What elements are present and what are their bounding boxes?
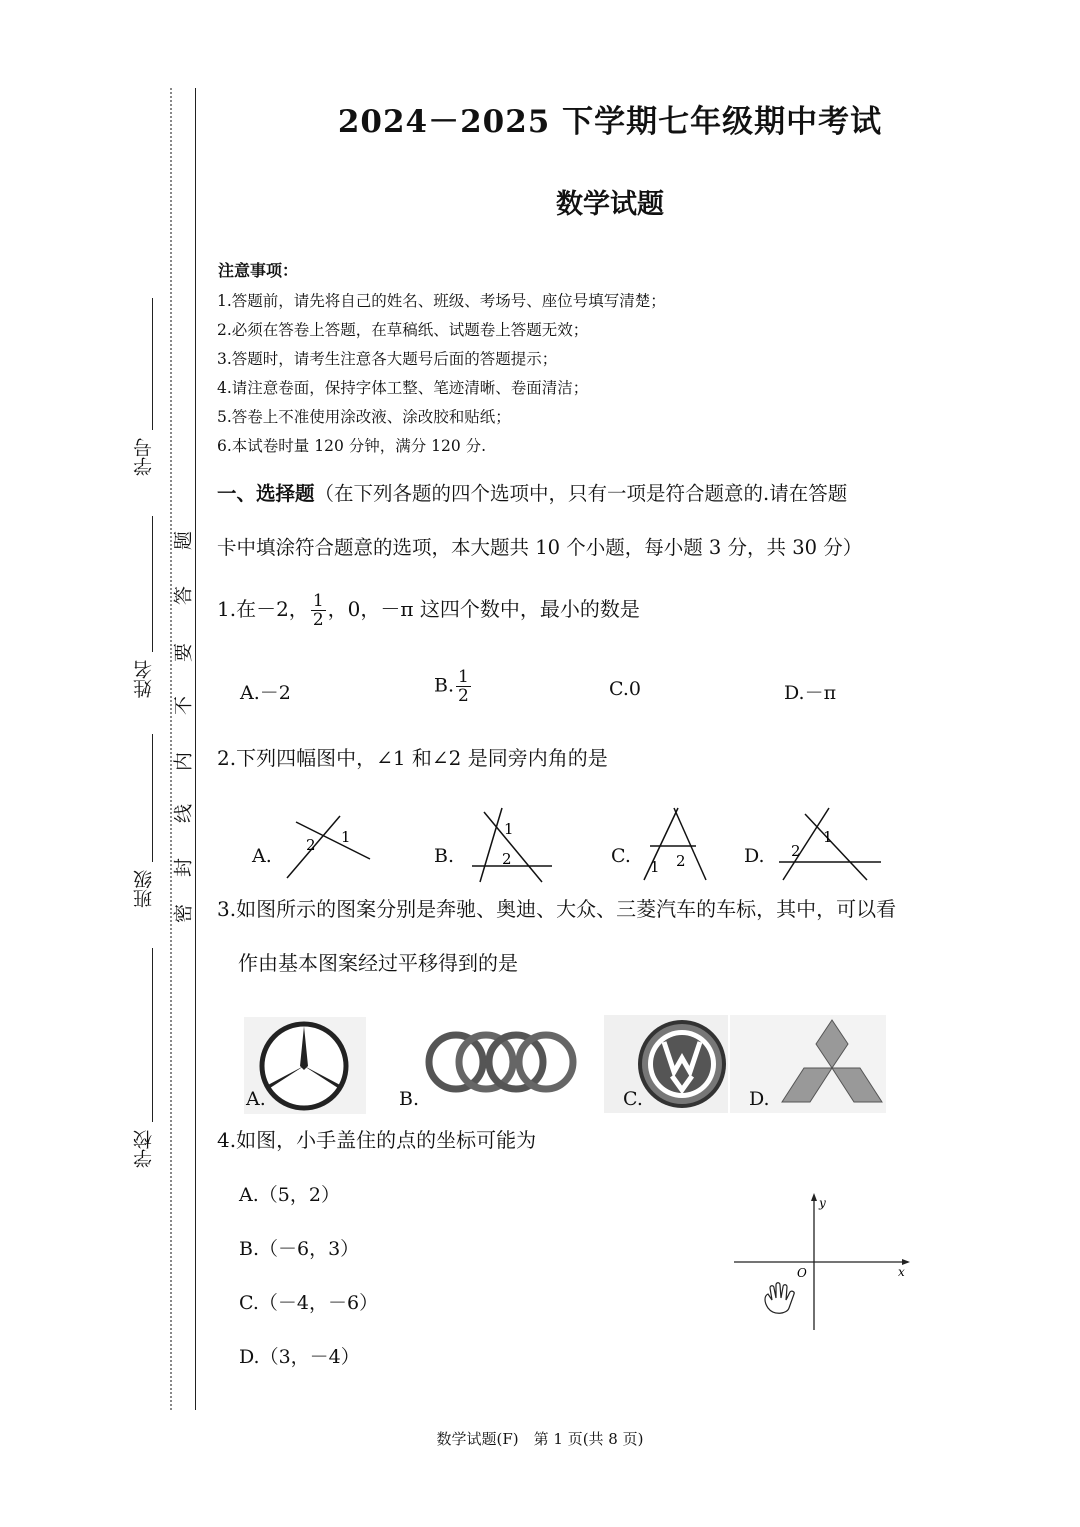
- class-label: 班级: [133, 870, 155, 908]
- q1-option-d[interactable]: D.－π: [784, 682, 837, 704]
- note-item: 1.答题前，请先将自己的姓名、班级、考场号、座位号填写清楚；: [217, 292, 666, 310]
- angle-label: 1: [504, 820, 514, 838]
- note-item: 2.必须在答卷上答题，在草稿纸、试题卷上答题无效；: [217, 321, 589, 339]
- q1-option-c[interactable]: C.0: [609, 678, 641, 700]
- q2-figure-a: [282, 812, 377, 882]
- q2-option-c[interactable]: C.: [611, 845, 631, 867]
- coordinate-plane: [730, 1190, 920, 1335]
- angle-label: 2: [306, 836, 316, 854]
- fraction-numerator: 1: [458, 667, 469, 687]
- class-field[interactable]: [152, 734, 153, 862]
- student-id-label: 学号: [133, 438, 155, 476]
- q3-option-d[interactable]: D.: [749, 1088, 770, 1110]
- mercedes-logo-icon: [256, 1018, 352, 1114]
- q1-option-b-prefix: B.: [434, 674, 455, 697]
- angle-label: 2: [502, 850, 512, 868]
- q2-figure-b: [460, 806, 555, 888]
- question-2: 2.下列四幅图中，∠1 和∠2 是同旁内角的是: [217, 746, 608, 770]
- seal-char: 题: [172, 531, 195, 551]
- seal-char: 密: [172, 904, 195, 924]
- school-label: 学校: [133, 1130, 155, 1168]
- seal-char: 要: [172, 643, 195, 663]
- angle-label: 1: [650, 858, 660, 876]
- exam-title: 2024－2025 下学期七年级期中考试: [337, 104, 883, 140]
- q3-option-a[interactable]: A.: [246, 1088, 266, 1110]
- hand-icon: [765, 1283, 794, 1314]
- q2-figure-c: [636, 806, 716, 886]
- fraction-denominator: 2: [312, 610, 324, 630]
- fraction-denominator: 2: [458, 686, 469, 706]
- audi-rings-icon: [420, 1028, 580, 1098]
- note-item: 5.答卷上不准使用涂改液、涂改胶和贴纸；: [217, 408, 511, 426]
- q4-option-c[interactable]: C.（－4，－6）: [239, 1292, 379, 1314]
- exam-subtitle: 数学试题: [556, 189, 664, 220]
- binding-border-line: [195, 88, 196, 1410]
- q2-option-d[interactable]: D.: [744, 845, 765, 867]
- angle-label: 2: [791, 842, 801, 860]
- section-heading: [217, 481, 847, 507]
- q2-option-a[interactable]: A.: [252, 845, 272, 867]
- origin-label: O: [797, 1266, 807, 1280]
- section-desc-line2: 卡中填涂符合题意的选项，本大题共 10 个小题，每小题 3 分，共 30 分）: [217, 536, 863, 559]
- x-axis-label: x: [898, 1265, 905, 1279]
- q2-option-b[interactable]: B.: [434, 845, 455, 867]
- question-3-line2: 作由基本图案经过平移得到的是: [238, 951, 518, 975]
- q4-option-b[interactable]: B.（－6，3）: [239, 1238, 360, 1260]
- fraction-numerator: 1: [312, 591, 324, 611]
- question-4: 4.如图，小手盖住的点的坐标可能为: [217, 1128, 537, 1152]
- angle-label: 2: [676, 852, 686, 870]
- mitsubishi-logo-icon: [778, 1018, 886, 1106]
- seal-char: 封: [172, 858, 195, 878]
- section-desc-line1: （在下列各题的四个选项中，只有一项是符合题意的.请在答题: [314, 482, 848, 505]
- notes-heading: 注意事项：: [218, 261, 299, 280]
- note-item: 6.本试卷时量 120 分钟，满分 120 分.: [217, 437, 487, 455]
- angle-label: 1: [341, 828, 351, 846]
- y-axis-label: y: [819, 1196, 826, 1210]
- section-title: 一、选择题: [217, 482, 315, 505]
- q1-text-b: ，0，－π 这四个数中，最小的数是: [327, 597, 640, 621]
- seal-char: 不: [172, 696, 195, 716]
- volkswagen-logo-icon: [636, 1018, 728, 1110]
- name-field[interactable]: [152, 516, 153, 652]
- school-field[interactable]: [152, 948, 153, 1122]
- note-item: 3.答题时，请考生注意各大题号后面的答题提示；: [217, 350, 558, 368]
- angle-label: 1: [823, 828, 833, 846]
- q1-text-a: 1.在－2，: [217, 597, 309, 621]
- q3-option-c[interactable]: C.: [623, 1088, 643, 1110]
- seal-char: 答: [172, 586, 195, 606]
- q1-fraction: [311, 592, 326, 629]
- q4-option-d[interactable]: D.（3，－4）: [239, 1346, 360, 1368]
- q1-option-a[interactable]: A.－2: [240, 682, 291, 704]
- name-label: 姓名: [133, 660, 155, 698]
- page-footer: 数学试题(F) 第 1 页(共 8 页): [436, 1430, 644, 1448]
- student-id-field[interactable]: [152, 298, 153, 430]
- dotted-fold-line: [170, 88, 172, 1410]
- q4-option-a[interactable]: A.（5，2）: [239, 1184, 340, 1206]
- seal-char: 内: [172, 752, 195, 772]
- q1-option-b-fraction: [456, 668, 471, 705]
- seal-char: 线: [172, 804, 195, 824]
- q1-option-b[interactable]: [434, 668, 473, 705]
- question-1: [217, 592, 640, 629]
- question-3-line1: 3.如图所示的图案分别是奔驰、奥迪、大众、三菱汽车的车标，其中，可以看: [217, 897, 897, 921]
- q3-option-b[interactable]: B.: [399, 1088, 420, 1110]
- note-item: 4.请注意卷面，保持字体工整、笔迹清晰、卷面清洁；: [217, 379, 589, 397]
- q2-figure-d: [775, 806, 885, 886]
